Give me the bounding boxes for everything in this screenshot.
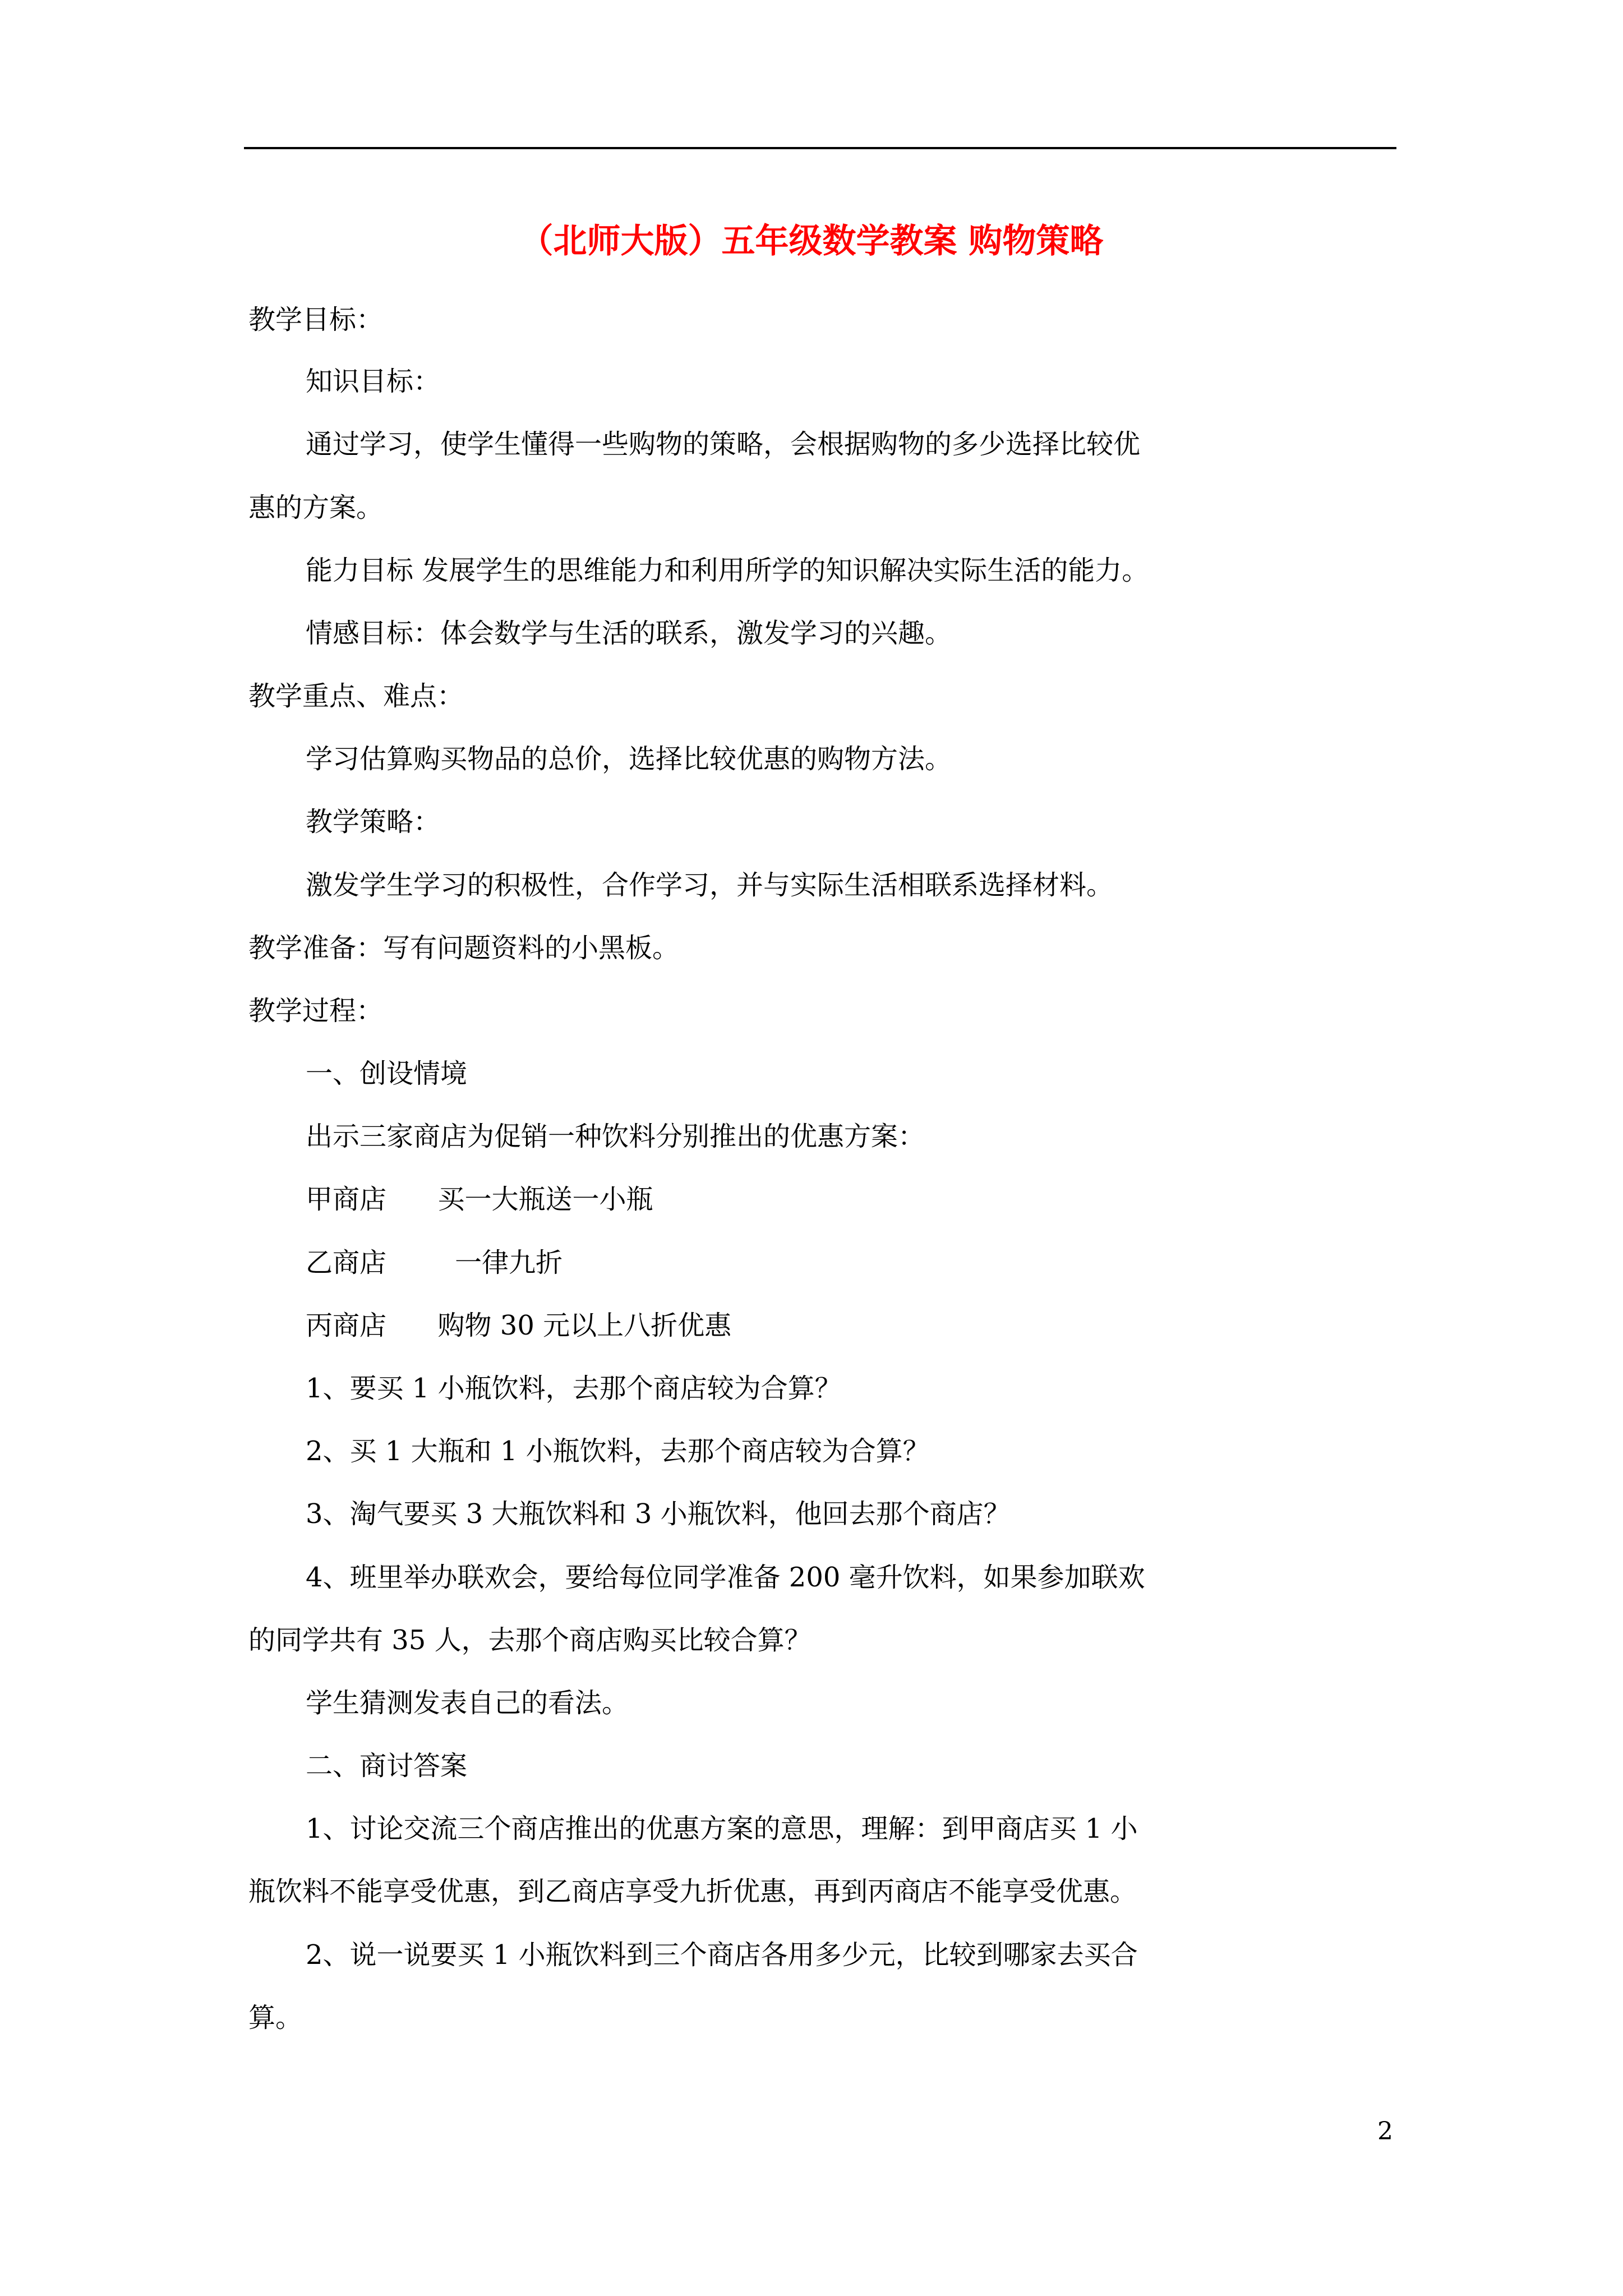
paragraph-line: 甲商店 买一大瓶送一小瓶 [306,1184,653,1215]
paragraph-line: 教学重点、难点： [248,680,464,712]
paragraph-line: 一、创设情境 [306,1058,468,1089]
paragraph-line: 乙商店 一律九折 [306,1247,563,1278]
paragraph-line: 学习估算购买物品的总价，选择比较优惠的购物方法。 [306,743,952,775]
paragraph-line: 教学准备：写有问题资料的小黑板。 [248,932,680,964]
paragraph-line: 1、讨论交流三个商店推出的优惠方案的意思，理解：到甲商店买 1 小 [306,1813,1138,1844]
paragraph-line: 4、班里举办联欢会，要给每位同学准备 200 毫升饮料，如果参加联欢 [306,1562,1145,1593]
paragraph-line: 2、说一说要买 1 小瓶饮料到三个商店各用多少元，比较到哪家去买合 [306,1939,1138,1971]
paragraph-line: 3、淘气要买 3 大瓶饮料和 3 小瓶饮料，他回去那个商店？ [306,1498,1011,1530]
paragraph-line: 算。 [248,2002,303,2033]
paragraph-line: 能力目标 发展学生的思维能力和利用所学的知识解决实际生活的能力。 [306,555,1149,586]
paragraph-line: 的同学共有 35 人，去那个商店购买比较合算？ [248,1625,811,1656]
page-number: 2 [1377,2117,1393,2146]
document-title: （北师大版）五年级数学教案 购物策略 [519,222,1104,261]
paragraph-line: 出示三家商店为促销一种饮料分别推出的优惠方案： [306,1121,925,1152]
paragraph-line: 2、买 1 大瓶和 1 小瓶饮料，去那个商店较为合算？ [306,1435,930,1467]
paragraph-line: 教学目标： [248,304,384,335]
paragraph-line: 二、商讨答案 [306,1750,468,1782]
paragraph-line: 教学策略： [306,806,441,838]
paragraph-line: 瓶饮料不能享受优惠，到乙商店享受九折优惠，再到丙商店不能享受优惠。 [248,1876,1137,1907]
paragraph-line: 情感目标：体会数学与生活的联系，激发学习的兴趣。 [306,618,952,649]
paragraph-line: 丙商店 购物 30 元以上八折优惠 [306,1310,732,1341]
paragraph-line: 教学过程： [248,995,384,1027]
paragraph-line: 1、要买 1 小瓶饮料，去那个商店较为合算？ [306,1373,842,1404]
paragraph-line: 惠的方案。 [248,492,384,523]
paragraph-line: 激发学生学习的积极性，合作学习，并与实际生活相联系选择材料。 [306,869,1114,901]
paragraph-line: 通过学习，使学生懂得一些购物的策略，会根据购物的多少选择比较优 [306,429,1141,460]
paragraph-line: 知识目标： [306,366,441,397]
paragraph-line: 学生猜测发表自己的看法。 [306,1687,629,1719]
